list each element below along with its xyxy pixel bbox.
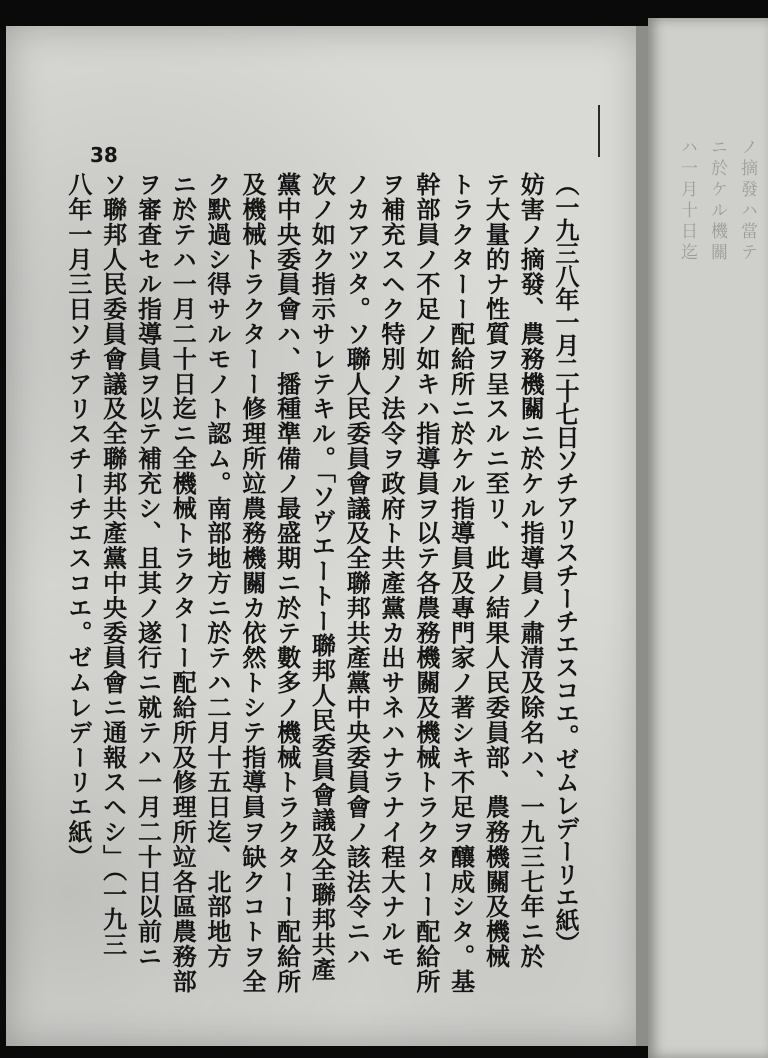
text-line: トラクターー配給所ニ於ケル指導員及專門家ノ著シキ不足ヲ釀成シタ。基 — [446, 172, 476, 994]
text-line: 幹部員ノ不足ノ如キハ指導員ヲ以テ各農務機關及機械トラクターー配給所 — [411, 172, 441, 994]
text-line: 及機械トラクターー修理所竝農務機關カ依然トシテ指導員ヲ缺クコトヲ全 — [237, 172, 267, 994]
facing-page-edge — [648, 18, 768, 1058]
text-line: ソ聯邦人民委員會議及全聯邦共產黨中央委員會ニ通報スヘシ」（一九三 — [98, 172, 128, 957]
vertical-text-block — [63, 172, 582, 994]
text-line: ヲ補充スヘク特別ノ法令ヲ政府ト共產黨カ出サネハナラナイ程大ナルモ — [377, 172, 407, 969]
bleed-through-text: ニ於ケル機關 — [707, 138, 727, 264]
bleed-through-text: ノ摘發ハ當テ — [737, 138, 757, 264]
text-line: ニ於テハ一月二十日迄ニ全機械トラクターー配給所及修理所竝各區農務部 — [168, 172, 198, 994]
page-number: 38 — [90, 143, 118, 167]
margin-mark — [598, 105, 600, 157]
text-line: ノカアツタ。ソ聯人民委員會議及全聯邦共產黨中央委員會ノ該法令ニハ — [342, 172, 372, 969]
bleed-through-text: ハ一月十日迄 — [677, 138, 697, 264]
text-line: 黨中央委員會ハ、播種準備ノ最盛期ニ於テ數多ノ機械トラクターー配給所 — [272, 172, 302, 994]
book-gutter — [636, 26, 648, 1046]
text-line: 妨害ノ摘發、農務機關ニ於ケル指導員ノ肅清及除名ハ、一九三七年ニ於 — [516, 172, 546, 969]
text-line: ク默過シ得サルモノト認ム。南部地方ニ於テハ二月十五日迄、北部地方 — [203, 172, 233, 969]
text-line: 八年一月三日ソチアリスチーチエスコエ。ゼムレデーリエ紙） — [63, 172, 93, 870]
text-line: ヲ審査セル指導員ヲ以テ補充シ、且其ノ遂行ニ就テハ一月二十日以前ニ — [133, 172, 163, 969]
text-line: テ大量的ナ性質ヲ呈スルニ至リ、此ノ結果人民委員部、農務機關及機械 — [481, 172, 511, 969]
source-citation-header: （一九三八年一月二十七日ソチアリスチーチエスコエ。ゼムレデーリエ紙） — [551, 172, 580, 954]
text-line: 次ノ如ク指示サレテキル。「ソヴエートー聯邦人民委員會議及全聯邦共產 — [307, 172, 337, 982]
